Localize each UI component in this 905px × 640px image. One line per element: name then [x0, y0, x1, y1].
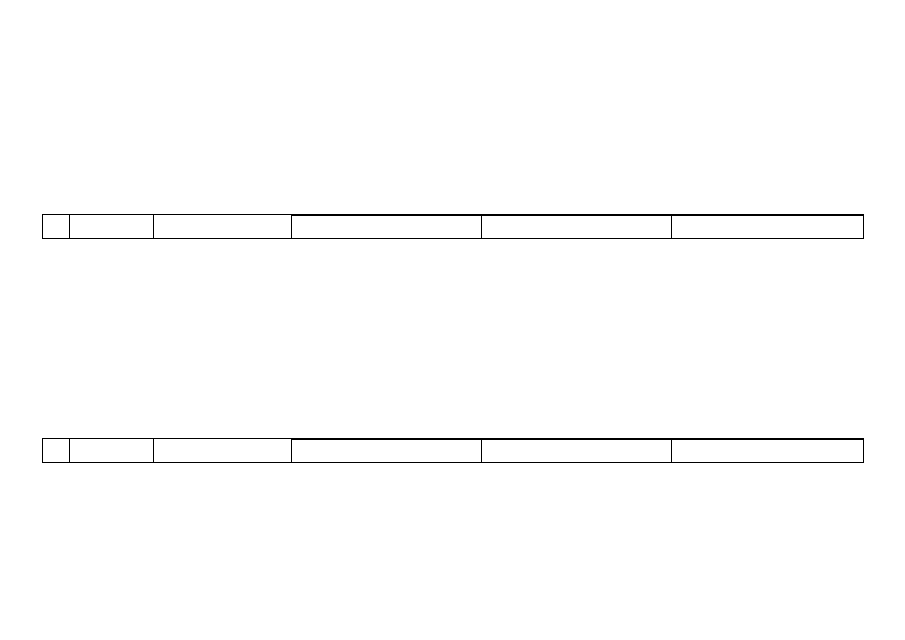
header-performance — [482, 440, 672, 463]
header-fixed — [292, 216, 482, 239]
table16-header — [43, 439, 864, 463]
header-category — [70, 215, 154, 239]
header-num — [43, 439, 70, 463]
table15-header — [43, 215, 864, 239]
header-category — [70, 439, 154, 463]
header-num — [43, 215, 70, 239]
table16 — [42, 438, 864, 463]
header-manager — [672, 440, 864, 463]
table15 — [42, 214, 864, 239]
header-fixed — [292, 440, 482, 463]
header-total — [154, 215, 292, 239]
header-performance — [482, 216, 672, 239]
header-manager — [672, 216, 864, 239]
header-total — [154, 439, 292, 463]
